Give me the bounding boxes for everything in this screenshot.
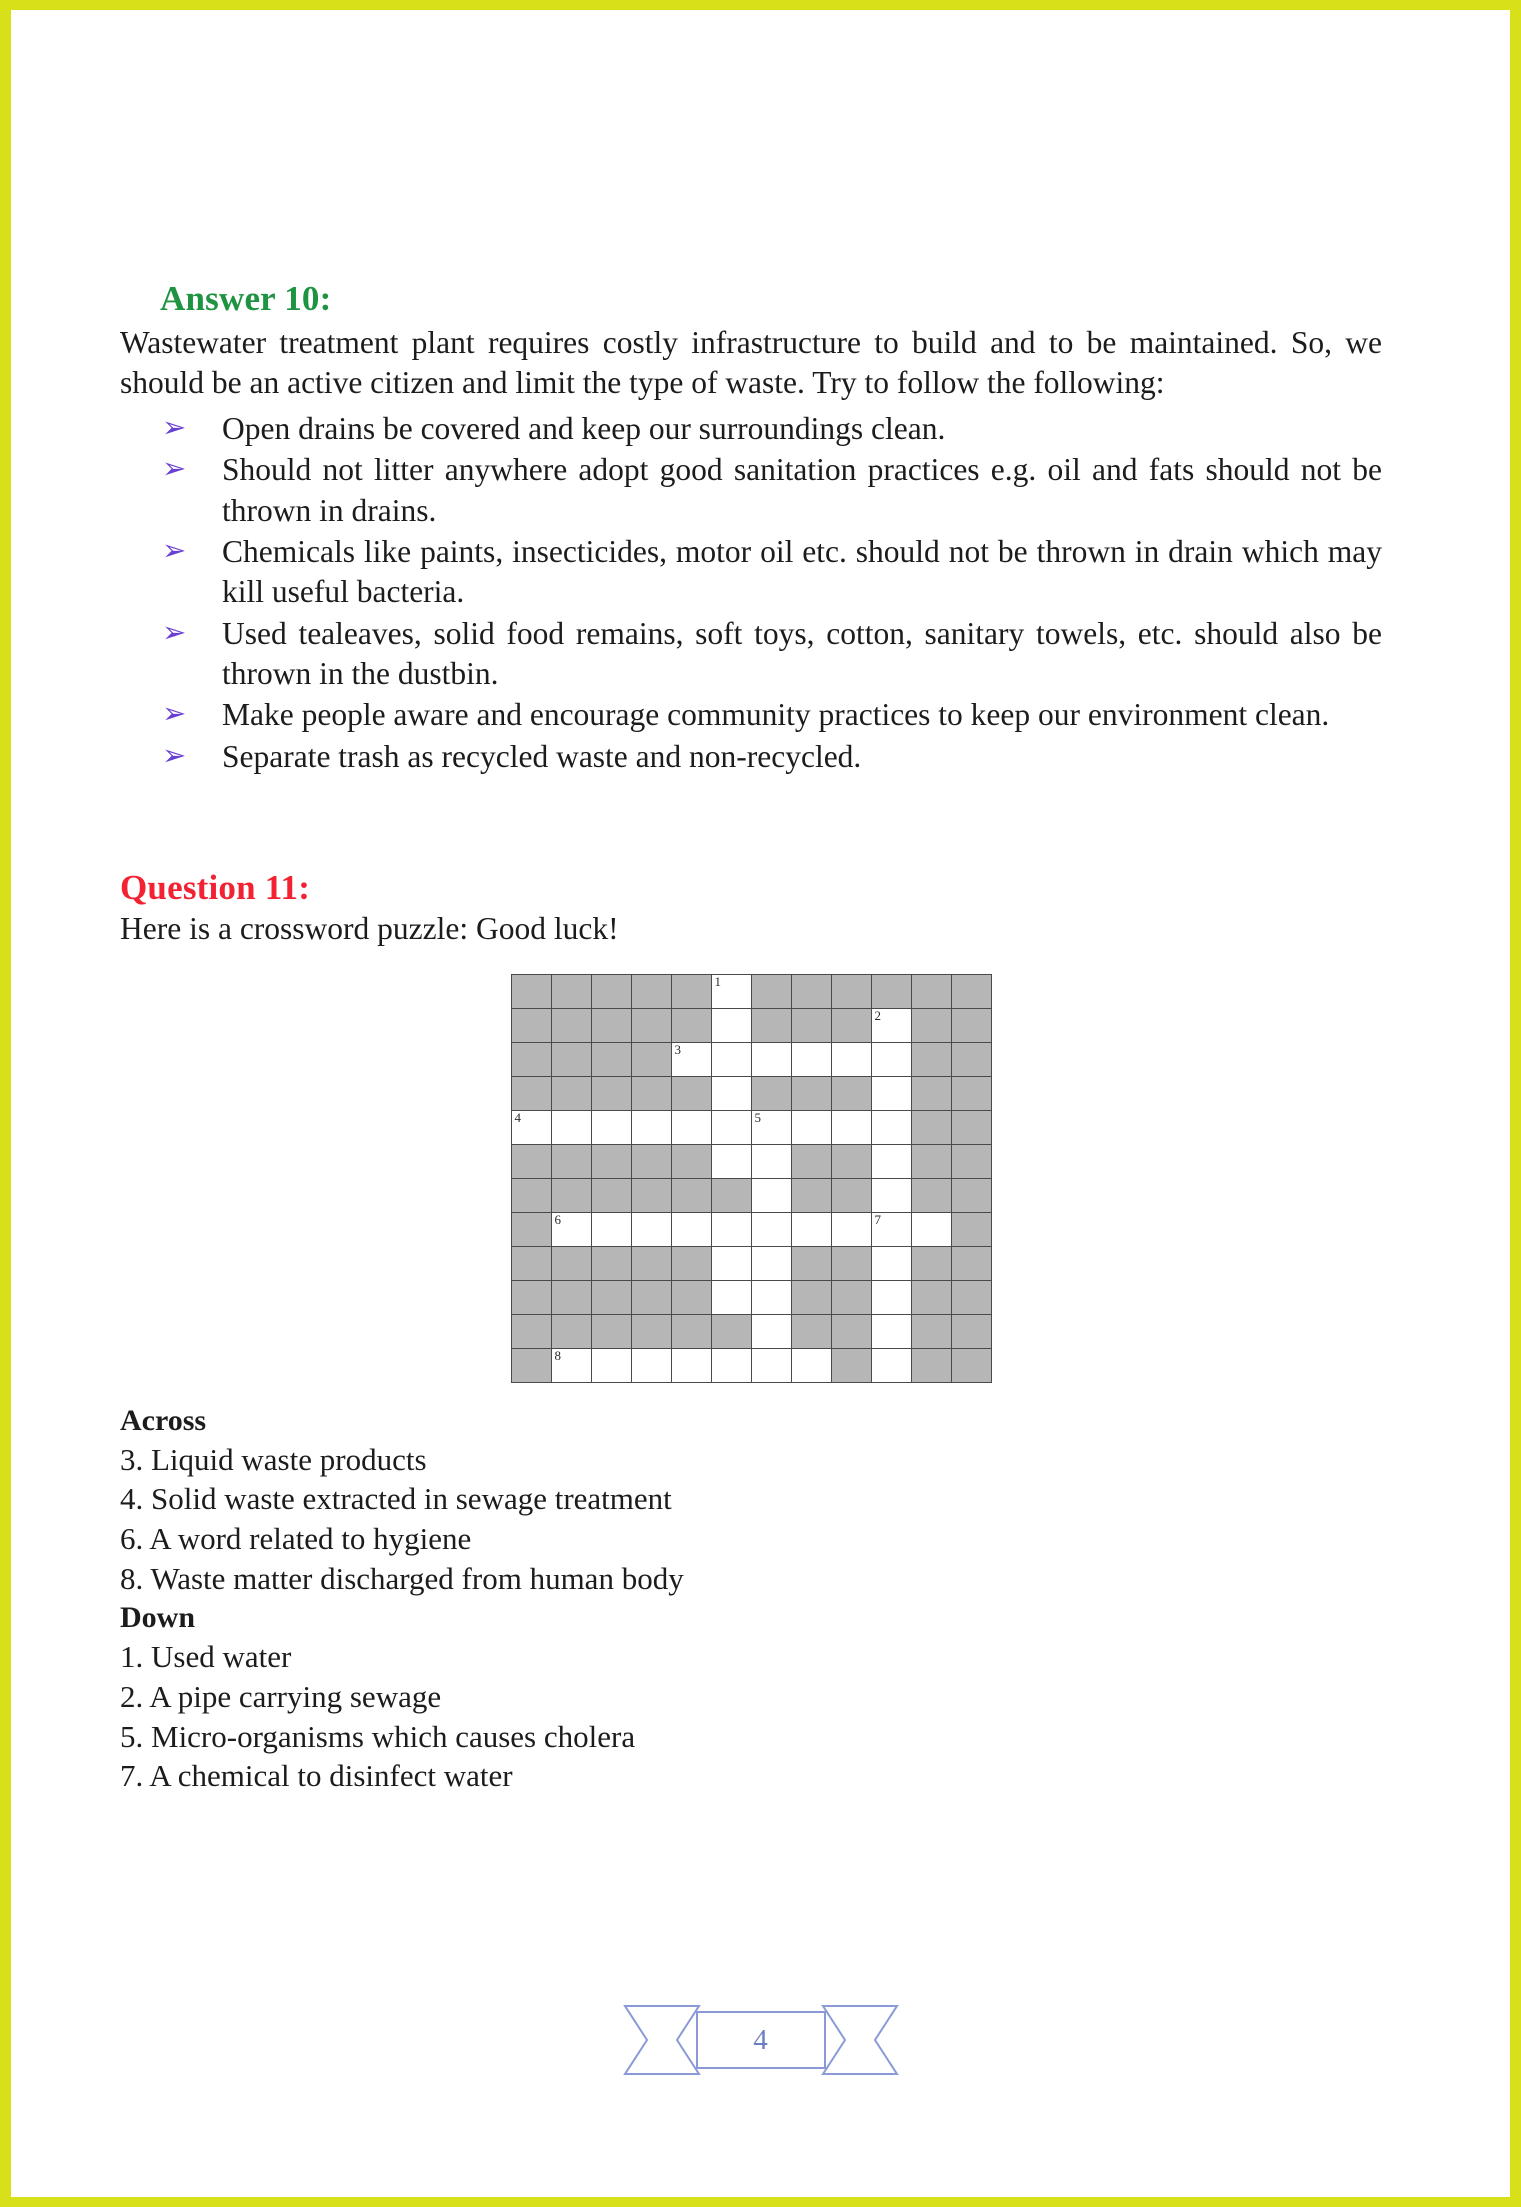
- crossword-cell-blocked: [831, 1348, 871, 1382]
- crossword-cell-open[interactable]: [591, 1348, 631, 1382]
- answer-10-paragraph: Wastewater treatment plant requires costly infrastructure to build and to be maintained. So, we should be an active citizen and limit the type of waste. Try to follow the following:: [120, 324, 1382, 400]
- crossword-cell-open[interactable]: [791, 1348, 831, 1382]
- crossword-cell-blocked: [511, 1246, 551, 1280]
- crossword-cell-blocked: [511, 1212, 551, 1246]
- crossword-cell-blocked: [951, 1212, 991, 1246]
- crossword-cell-blocked: [791, 1280, 831, 1314]
- crossword-cell-blocked: [591, 1246, 631, 1280]
- crossword-cell-blocked: [631, 1042, 671, 1076]
- crossword-cell-blocked: [631, 1008, 671, 1042]
- crossword-grid: [511, 974, 992, 1383]
- crossword-cell-blocked: [591, 1144, 631, 1178]
- crossword-cell-blocked: [511, 1144, 551, 1178]
- crossword-row: [511, 1144, 991, 1178]
- crossword-cell-open[interactable]: [671, 1212, 711, 1246]
- crossword-cell-blocked: [911, 1314, 951, 1348]
- crossword-cell-open[interactable]: [831, 1042, 871, 1076]
- list-item-text: Chemicals like paints, insecticides, motor oil etc. should not be thrown in drain which may kill useful bacteria.: [222, 534, 1382, 610]
- crossword-cell-open[interactable]: [791, 1212, 831, 1246]
- down-heading: Down: [120, 1601, 196, 1635]
- crossword-cell-blocked: [671, 1178, 711, 1212]
- crossword-cell-open[interactable]: [751, 1246, 791, 1280]
- crossword-cell-blocked: [951, 1348, 991, 1382]
- crossword-cell-blocked: [551, 1008, 591, 1042]
- crossword-cell-blocked: [831, 1076, 871, 1110]
- crossword-row: [511, 1212, 991, 1246]
- crossword-cell-open[interactable]: [711, 1144, 751, 1178]
- crossword-cell-open[interactable]: [751, 1110, 791, 1144]
- crossword-cell-blocked: [511, 974, 551, 1008]
- crossword-cell-blocked: [671, 1144, 711, 1178]
- down-clue: 2. A pipe carrying sewage: [120, 1679, 442, 1715]
- crossword-cell-open[interactable]: [631, 1348, 671, 1382]
- answer-10-section: [120, 280, 1382, 777]
- crossword-row: [511, 974, 991, 1008]
- crossword-container: [120, 974, 1382, 1383]
- crossword-cell-blocked: [951, 1280, 991, 1314]
- crossword-cell-open[interactable]: [591, 1110, 631, 1144]
- crossword-cell-blocked: [871, 974, 911, 1008]
- down-clue: 1. Used water: [120, 1639, 292, 1675]
- crossword-cell-blocked: [551, 1076, 591, 1110]
- crossword-cell-blocked: [671, 974, 711, 1008]
- crossword-cell-blocked: [511, 1008, 551, 1042]
- arrow-bullet-icon: ➢: [162, 739, 187, 772]
- crossword-cell-blocked: [951, 974, 991, 1008]
- crossword-cell-blocked: [751, 1076, 791, 1110]
- crossword-cell-open[interactable]: [711, 1042, 751, 1076]
- crossword-cell-open[interactable]: [711, 1008, 751, 1042]
- page-number: 4: [753, 2023, 768, 2056]
- arrow-bullet-icon: ➢: [162, 616, 187, 649]
- crossword-cell-blocked: [951, 1144, 991, 1178]
- crossword-cell-blocked: [551, 1314, 591, 1348]
- crossword-cell-open[interactable]: [591, 1212, 631, 1246]
- crossword-cell-open[interactable]: [791, 1110, 831, 1144]
- crossword-cell-open[interactable]: [711, 1212, 751, 1246]
- question-11-intro: Here is a crossword puzzle: Good luck!: [120, 911, 619, 947]
- crossword-cell-blocked: [791, 1144, 831, 1178]
- list-item-text: Should not litter anywhere adopt good sanitation practices e.g. oil and fats should not be thrown in drains.: [222, 452, 1382, 528]
- crossword-cell-open[interactable]: [751, 1144, 791, 1178]
- crossword-cell-blocked: [551, 1144, 591, 1178]
- crossword-cell-blocked: [591, 1178, 631, 1212]
- crossword-cell-number: 3: [674, 1041, 681, 1057]
- crossword-cell-blocked: [831, 1280, 871, 1314]
- crossword-cell-blocked: [831, 1178, 871, 1212]
- crossword-cell-blocked: [951, 1076, 991, 1110]
- crossword-cell-blocked: [831, 1144, 871, 1178]
- crossword-cell-blocked: [511, 1076, 551, 1110]
- list-item-text: Separate trash as recycled waste and non-recycled.: [222, 738, 862, 774]
- crossword-cell-blocked: [671, 1314, 711, 1348]
- crossword-cell-open[interactable]: [671, 1110, 711, 1144]
- crossword-cell-blocked: [511, 1042, 551, 1076]
- crossword-cell-blocked: [911, 1144, 951, 1178]
- crossword-cell-open[interactable]: [871, 1246, 911, 1280]
- crossword-row: [511, 1348, 991, 1382]
- crossword-cell-open[interactable]: [751, 1280, 791, 1314]
- crossword-cell-number: 5: [754, 1109, 761, 1125]
- crossword-cell-blocked: [671, 1280, 711, 1314]
- crossword-cell-open[interactable]: [911, 1212, 951, 1246]
- document-content: [120, 280, 1382, 1796]
- crossword-cell-open[interactable]: [551, 1212, 591, 1246]
- across-clue: 4. Solid waste extracted in sewage treatment: [120, 1481, 672, 1517]
- crossword-cell-open[interactable]: [711, 1246, 751, 1280]
- crossword-cell-number: 7: [874, 1211, 881, 1227]
- crossword-clues: [120, 1401, 1382, 1796]
- crossword-cell-open[interactable]: [711, 1076, 751, 1110]
- crossword-cell-blocked: [951, 1246, 991, 1280]
- crossword-row: [511, 1178, 991, 1212]
- crossword-row: [511, 1076, 991, 1110]
- crossword-cell-blocked: [951, 1314, 991, 1348]
- arrow-bullet-icon: ➢: [162, 535, 187, 568]
- crossword-cell-blocked: [511, 1280, 551, 1314]
- crossword-cell-blocked: [671, 1076, 711, 1110]
- crossword-cell-blocked: [591, 1280, 631, 1314]
- crossword-cell-blocked: [791, 1246, 831, 1280]
- crossword-cell-blocked: [551, 1280, 591, 1314]
- crossword-cell-number: 6: [554, 1211, 561, 1227]
- crossword-cell-open[interactable]: [631, 1110, 671, 1144]
- crossword-cell-blocked: [911, 1280, 951, 1314]
- crossword-cell-blocked: [551, 1246, 591, 1280]
- crossword-cell-open[interactable]: [791, 1042, 831, 1076]
- crossword-row: [511, 1008, 991, 1042]
- crossword-cell-blocked: [791, 1008, 831, 1042]
- crossword-cell-open[interactable]: [711, 1348, 751, 1382]
- crossword-cell-open[interactable]: [831, 1110, 871, 1144]
- across-clue: 3. Liquid waste products: [120, 1441, 427, 1477]
- crossword-cell-open[interactable]: [871, 1110, 911, 1144]
- question-11-heading: Question 11:: [120, 867, 311, 907]
- crossword-cell-blocked: [591, 974, 631, 1008]
- crossword-cell-blocked: [631, 1314, 671, 1348]
- down-clue: 7. A chemical to disinfect water: [120, 1758, 513, 1794]
- arrow-bullet-icon: ➢: [162, 698, 187, 731]
- crossword-cell-open[interactable]: [751, 1042, 791, 1076]
- crossword-cell-blocked: [911, 1042, 951, 1076]
- crossword-cell-blocked: [751, 1008, 791, 1042]
- crossword-row: [511, 1314, 991, 1348]
- arrow-bullet-icon: ➢: [162, 412, 187, 445]
- crossword-cell-open[interactable]: [511, 1110, 551, 1144]
- crossword-cell-open[interactable]: [671, 1042, 711, 1076]
- crossword-cell-open[interactable]: [551, 1348, 591, 1382]
- crossword-cell-blocked: [951, 1110, 991, 1144]
- crossword-cell-open[interactable]: [751, 1178, 791, 1212]
- crossword-cell-blocked: [631, 1076, 671, 1110]
- crossword-cell-blocked: [831, 974, 871, 1008]
- crossword-cell-blocked: [911, 1110, 951, 1144]
- crossword-cell-blocked: [551, 1178, 591, 1212]
- list-item: [120, 450, 1382, 531]
- crossword-row: [511, 1280, 991, 1314]
- crossword-cell-number: 4: [514, 1109, 521, 1125]
- crossword-cell-blocked: [831, 1314, 871, 1348]
- crossword-cell-blocked: [631, 1144, 671, 1178]
- crossword-cell-open[interactable]: [671, 1348, 711, 1382]
- crossword-cell-blocked: [911, 1008, 951, 1042]
- crossword-cell-blocked: [631, 1280, 671, 1314]
- arrow-bullet-icon: ➢: [162, 453, 187, 486]
- crossword-cell-blocked: [911, 974, 951, 1008]
- ribbon-banner: [621, 1994, 901, 2086]
- crossword-cell-blocked: [591, 1008, 631, 1042]
- crossword-cell-blocked: [631, 1246, 671, 1280]
- crossword-cell-open[interactable]: [631, 1212, 671, 1246]
- crossword-cell-blocked: [591, 1314, 631, 1348]
- crossword-cell-open[interactable]: [711, 1110, 751, 1144]
- down-clue: 5. Micro-organisms which causes cholera: [120, 1718, 636, 1754]
- crossword-cell-blocked: [631, 1178, 671, 1212]
- crossword-cell-open[interactable]: [871, 1008, 911, 1042]
- crossword-cell-blocked: [511, 1178, 551, 1212]
- crossword-cell-blocked: [551, 1042, 591, 1076]
- crossword-cell-number: 8: [554, 1347, 561, 1363]
- answer-10-heading: Answer 10:: [160, 279, 332, 318]
- crossword-cell-open[interactable]: [871, 1042, 911, 1076]
- list-item: [120, 614, 1382, 695]
- answer-10-bullet-list: [120, 409, 1382, 777]
- crossword-cell-blocked: [591, 1042, 631, 1076]
- crossword-cell-blocked: [791, 974, 831, 1008]
- crossword-cell-blocked: [511, 1314, 551, 1348]
- list-item-text: Make people aware and encourage community practices to keep our environment clean.: [222, 697, 1330, 733]
- crossword-cell-open[interactable]: [751, 1212, 791, 1246]
- across-clue: 6. A word related to hygiene: [120, 1521, 472, 1557]
- crossword-cell-blocked: [911, 1178, 951, 1212]
- crossword-row: [511, 1042, 991, 1076]
- crossword-cell-blocked: [951, 1178, 991, 1212]
- list-item: [120, 695, 1382, 735]
- crossword-cell-open[interactable]: [871, 1178, 911, 1212]
- crossword-cell-blocked: [711, 1178, 751, 1212]
- crossword-cell-blocked: [551, 974, 591, 1008]
- crossword-cell-blocked: [631, 974, 671, 1008]
- crossword-cell-number: 1: [714, 973, 721, 989]
- list-item: [120, 737, 1382, 777]
- crossword-cell-open[interactable]: [871, 1144, 911, 1178]
- crossword-cell-open[interactable]: [711, 974, 751, 1008]
- question-11-section: [120, 869, 1382, 1796]
- crossword-cell-blocked: [911, 1246, 951, 1280]
- page-footer: [0, 1975, 1521, 2105]
- crossword-cell-blocked: [951, 1008, 991, 1042]
- crossword-row: [511, 1110, 991, 1144]
- crossword-cell-blocked: [711, 1314, 751, 1348]
- crossword-cell-blocked: [911, 1076, 951, 1110]
- across-clue: 8. Waste matter discharged from human body: [120, 1560, 684, 1596]
- crossword-cell-blocked: [591, 1076, 631, 1110]
- crossword-cell-open[interactable]: [831, 1212, 871, 1246]
- crossword-cell-open[interactable]: [551, 1110, 591, 1144]
- crossword-cell-blocked: [911, 1348, 951, 1382]
- crossword-cell-blocked: [511, 1348, 551, 1382]
- crossword-cell-blocked: [831, 1246, 871, 1280]
- crossword-cell-number: 2: [874, 1007, 881, 1023]
- list-item-text: Used tealeaves, solid food remains, soft toys, cotton, sanitary towels, etc. should also be thrown in the dustbin.: [222, 615, 1382, 691]
- crossword-cell-blocked: [751, 974, 791, 1008]
- crossword-cell-blocked: [671, 1008, 711, 1042]
- crossword-row: [511, 1246, 991, 1280]
- across-heading: Across: [120, 1403, 207, 1437]
- crossword-cell-blocked: [791, 1178, 831, 1212]
- list-item-text: Open drains be covered and keep our surroundings clean.: [222, 411, 946, 447]
- crossword-cell-blocked: [951, 1042, 991, 1076]
- crossword-cell-open[interactable]: [871, 1314, 911, 1348]
- crossword-cell-open[interactable]: [751, 1348, 791, 1382]
- crossword-cell-blocked: [791, 1314, 831, 1348]
- crossword-cell-blocked: [831, 1008, 871, 1042]
- crossword-cell-open[interactable]: [871, 1280, 911, 1314]
- crossword-cell-open[interactable]: [871, 1076, 911, 1110]
- crossword-cell-blocked: [791, 1076, 831, 1110]
- crossword-cell-open[interactable]: [751, 1314, 791, 1348]
- list-item: [120, 409, 1382, 449]
- crossword-cell-open[interactable]: [711, 1280, 751, 1314]
- crossword-cell-blocked: [671, 1246, 711, 1280]
- crossword-cell-open[interactable]: [871, 1348, 911, 1382]
- crossword-cell-open[interactable]: [871, 1212, 911, 1246]
- list-item: [120, 532, 1382, 613]
